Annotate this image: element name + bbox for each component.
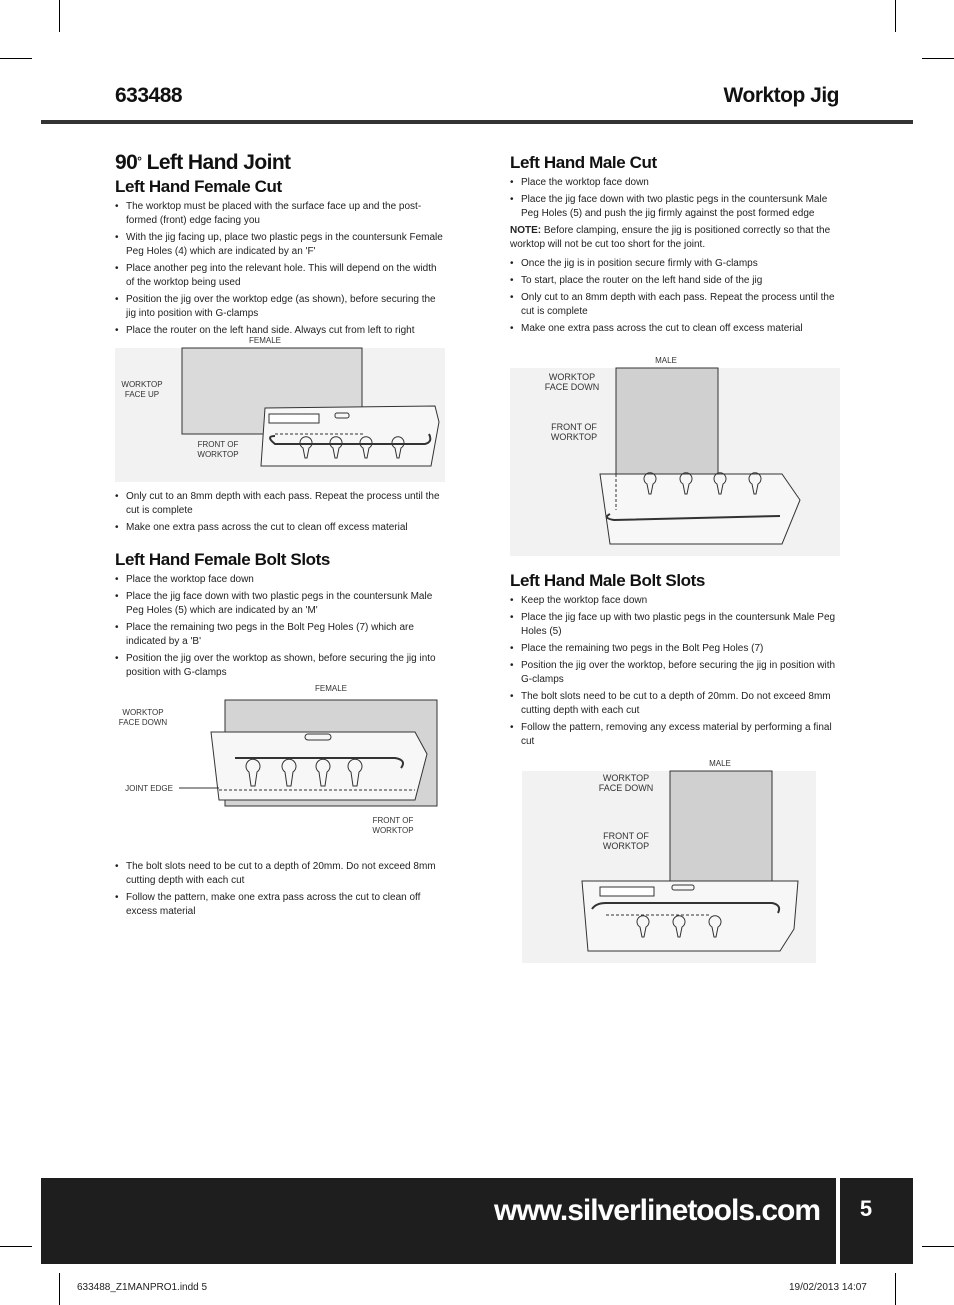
footer-bar	[41, 1178, 836, 1264]
male-cut-steps	[510, 176, 840, 221]
male-bolt-steps	[510, 594, 840, 749]
male-bolt-title: Left Hand Male Bolt Slots	[510, 571, 705, 590]
list-item: • Only cut to an 8mm depth with each pass. Repeat the process until the cut is complete	[115, 490, 445, 518]
female-bolt-diagram	[115, 684, 445, 852]
list-item: • Only cut to an 8mm depth with each pass. Repeat the process until the cut is complete	[510, 291, 840, 319]
fig-label: FRONT OF WORKTOP	[372, 816, 414, 835]
list-item: • Place the remaining two pegs in the Bolt Peg Holes (7) which are indicated by a 'B'	[115, 621, 445, 649]
list-item: • Place the jig face up with two plastic pegs in the countersunk Male Peg Holes (5)	[510, 611, 840, 639]
crop-mark	[0, 1246, 32, 1247]
male-bolt-diagram	[510, 759, 840, 965]
product-name: Worktop Jig	[723, 84, 839, 107]
list-item: • Place the remaining two pegs in the Bolt Peg Holes (7)	[510, 642, 840, 656]
crop-mark	[895, 0, 896, 32]
male-cut-steps-2	[510, 257, 840, 336]
website-url[interactable]: www.silverlinetools.com	[494, 1194, 820, 1227]
list-item: • To start, place the router on the left hand side of the jig	[510, 274, 840, 288]
crop-mark	[0, 58, 32, 59]
female-cut-steps	[115, 200, 445, 338]
crop-mark	[59, 0, 60, 32]
crop-mark	[895, 1273, 896, 1305]
list-item: • Make one extra pass across the cut to clean off excess material	[510, 322, 840, 336]
fig-label: JOINT EDGE	[125, 784, 173, 793]
slug-filename: 633488_Z1MANPRO1.indd 5	[77, 1282, 208, 1293]
female-bolt-steps-after	[115, 860, 445, 919]
list-item: • Place the jig face down with two plastic pegs in the countersunk Male Peg Holes (5) which are indicated by an 'M'	[115, 590, 445, 618]
female-bolt-steps	[115, 573, 445, 680]
list-item: • Keep the worktop face down	[510, 594, 840, 608]
list-item: • Follow the pattern, make one extra pass across the cut to clean off excess material	[115, 891, 445, 919]
list-item: • Make one extra pass across the cut to clean off excess material	[115, 521, 445, 535]
list-item: • Follow the pattern, removing any excess material by performing a final cut	[510, 721, 840, 749]
list-item: • Place the jig face down with two plastic pegs in the countersunk Male Peg Holes (5) and push the jig firmly against the post formed edge	[510, 193, 840, 221]
list-item: • The bolt slots need to be cut to a depth of 20mm. Do not exceed 8mm cutting depth with each cut	[510, 690, 840, 718]
page-number: 5	[859, 1196, 873, 1221]
fig-label: MALE	[655, 356, 677, 365]
fig-label: WORKTOP FACE DOWN	[118, 708, 168, 727]
crop-mark	[922, 58, 954, 59]
model-number: 633488	[115, 84, 183, 107]
fig-label: FEMALE	[248, 336, 281, 345]
fig-label: MALE	[709, 759, 731, 768]
fig-label: WORKTOP FACE UP	[121, 380, 163, 399]
list-item: • With the jig facing up, place two plastic pegs in the countersunk Female Peg Holes (4) which are indicated by an 'F'	[115, 231, 445, 259]
list-item: • Place another peg into the relevant hole. This will depend on the width of the worktop being used	[115, 262, 445, 290]
joint-title: 90° Left Hand Joint	[115, 151, 291, 174]
female-cut-diagram	[115, 336, 445, 482]
list-item: • Place the worktop face down	[115, 573, 445, 587]
list-item: • The bolt slots need to be cut to a depth of 20mm. Do not exceed 8mm cutting depth with each cut	[115, 860, 445, 888]
female-cut-title: Left Hand Female Cut	[115, 177, 282, 196]
fig-label: FRONT OF WORKTOP	[550, 422, 598, 442]
list-item: • Place the router on the left hand side. Always cut from left to right	[115, 324, 445, 338]
slug-date: 19/02/2013 14:07	[789, 1282, 867, 1293]
female-bolt-title: Left Hand Female Bolt Slots	[115, 550, 330, 569]
fig-label: FRONT OF WORKTOP	[602, 831, 650, 851]
list-item: • The worktop must be placed with the surface face up and the post-formed (front) edge facing you	[115, 200, 445, 228]
crop-mark	[59, 1273, 60, 1305]
fig-label: WORKTOP FACE DOWN	[544, 372, 600, 392]
list-item: • Place the worktop face down	[510, 176, 840, 190]
list-item: • Position the jig over the worktop, before securing the jig in position with G-clamps	[510, 659, 840, 687]
page-header	[41, 84, 913, 124]
crop-mark	[922, 1246, 954, 1247]
list-item: • Once the jig is in position secure firmly with G-clamps	[510, 257, 840, 271]
male-bolt-illustration	[510, 759, 840, 965]
male-cut-diagram	[510, 350, 840, 556]
list-item: • Position the jig over the worktop as shown, before securing the jig into position with G-clamps	[115, 652, 445, 680]
page-number-box	[840, 1178, 913, 1264]
male-cut-title: Left Hand Male Cut	[510, 153, 657, 172]
left-column	[115, 150, 445, 922]
fig-label: FEMALE	[314, 684, 347, 693]
fig-label: FRONT OF WORKTOP	[197, 440, 239, 459]
female-cut-illustration	[115, 342, 445, 482]
note: NOTE: Before clamping, ensure the jig is positioned correctly so that the worktop will not be cut too short for the joint.	[510, 225, 831, 250]
list-item: • Position the jig over the worktop edge (as shown), before securing the jig into position with G-clamps	[115, 293, 445, 321]
female-cut-steps-after	[115, 490, 445, 535]
right-column	[510, 152, 840, 973]
fig-label: WORKTOP FACE DOWN	[598, 773, 654, 793]
